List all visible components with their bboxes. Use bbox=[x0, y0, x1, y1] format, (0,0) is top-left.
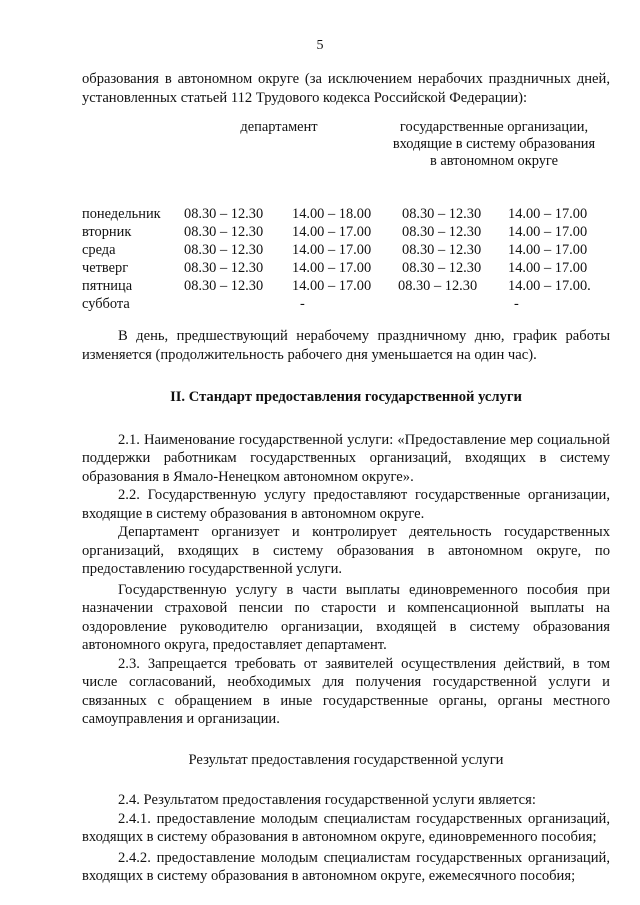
subheading-result: Результат предоставления государственной услуги bbox=[188, 751, 504, 768]
schedule-row bbox=[82, 259, 610, 277]
pre-holiday-paragraph: В день, предшествующий нерабочему праздничному дню, график работы изменяется (продолжительность рабочего дня уменьшается на один час). bbox=[82, 328, 610, 363]
paragraph-2-2: 2.2. Государственную услугу предоставляют государственные организации, входящие в систему образования в автономном округе. bbox=[82, 487, 610, 522]
day-label: пятница bbox=[82, 278, 133, 294]
document-body bbox=[82, 70, 610, 886]
schedule-row bbox=[82, 241, 610, 259]
paragraph-2-4: 2.4. Результатом предоставления государственной услуги является: bbox=[118, 792, 536, 808]
dept-morning: 08.30 – 12.30 bbox=[184, 242, 264, 258]
dept-afternoon: - bbox=[300, 296, 305, 312]
paragraph-service-part: Государственную услугу в части выплаты единовременного пособия при назначении страховой пенсии по старости и компенсационной выплаты на оздоровление руководителю организации, входящей в систему образования автономного округа, предоставляет департамент. bbox=[82, 581, 610, 653]
org-morning: 08.30 – 12.30 bbox=[402, 260, 482, 276]
dept-morning: 08.30 – 12.30 bbox=[184, 278, 264, 294]
paragraph-2-4-2: 2.4.2. предоставление молодым специалистам государственных организаций, входящих в систему образования в автономном округе, ежемесячного пособия; bbox=[82, 849, 610, 884]
header-orgs-line: в автономном округе bbox=[429, 153, 559, 169]
schedule-row bbox=[82, 223, 610, 241]
org-morning: 08.30 – 12.30 bbox=[402, 242, 482, 258]
org-afternoon: 14.00 – 17.00 bbox=[508, 206, 588, 222]
dept-afternoon: 14.00 – 18.00 bbox=[292, 206, 372, 222]
schedule-row bbox=[82, 205, 610, 223]
org-afternoon: 14.00 – 17.00 bbox=[508, 260, 588, 276]
dept-morning: 08.30 – 12.30 bbox=[184, 206, 264, 222]
page-number: 5 bbox=[316, 38, 324, 53]
intro-paragraph: образования в автономном округе (за исключением нерабочих праздничных дней, установленных статьей 112 Трудового кодекса Российской Федерации): bbox=[82, 71, 610, 106]
org-morning: 08.30 – 12.30 bbox=[398, 278, 478, 294]
header-organizations bbox=[374, 119, 614, 170]
dept-afternoon: 14.00 – 17.00 bbox=[292, 260, 372, 276]
day-label: четверг bbox=[82, 260, 129, 276]
dept-morning: 08.30 – 12.30 bbox=[184, 260, 264, 276]
org-morning: 08.30 – 12.30 bbox=[402, 224, 482, 240]
day-label: суббота bbox=[82, 296, 130, 312]
paragraph-2-3: 2.3. Запрещается требовать от заявителей осуществления действий, в том числе согласований, необходимых для получения государственной услуги и связанных с обращением в иные государственные органы, органы местного самоуправления и организации. bbox=[82, 655, 610, 727]
header-orgs-line: входящие в систему образования bbox=[392, 136, 596, 152]
day-label: понедельник bbox=[82, 206, 161, 222]
dept-morning: 08.30 – 12.30 bbox=[184, 224, 264, 240]
org-afternoon: 14.00 – 17.00 bbox=[508, 224, 588, 240]
paragraph-2-4-1: 2.4.1. предоставление молодым специалистам государственных организаций, входящих в систему образования в автономном округе, единовременного пособия; bbox=[82, 810, 610, 845]
schedule-table bbox=[82, 117, 610, 313]
org-afternoon: 14.00 – 17.00 bbox=[508, 242, 588, 258]
section-title: II. Стандарт предоставления государственной услуги bbox=[170, 389, 522, 405]
header-orgs-line: государственные организации, bbox=[399, 119, 589, 135]
org-afternoon: 14.00 – 17.00. bbox=[508, 278, 591, 294]
dept-afternoon: 14.00 – 17.00 bbox=[292, 224, 372, 240]
dept-afternoon: 14.00 – 17.00 bbox=[292, 242, 372, 258]
schedule-row bbox=[82, 277, 610, 295]
day-label: вторник bbox=[82, 224, 132, 240]
dept-afternoon: 14.00 – 17.00 bbox=[292, 278, 372, 294]
paragraph-2-1: 2.1. Наименование государственной услуги: «Предоставление мер социальной поддержки работникам государственных организаций, входящих в систему образования в Ямало-Ненецком автономном округе». bbox=[82, 431, 610, 485]
day-label: среда bbox=[82, 242, 116, 258]
schedule-row bbox=[82, 295, 610, 313]
paragraph-department: Департамент организует и контролирует деятельность государственных организаций, входящих в систему образования в автономном округе, по предоставлению государственной услуги. bbox=[82, 524, 610, 577]
org-afternoon: - bbox=[514, 296, 519, 312]
org-morning: 08.30 – 12.30 bbox=[402, 206, 482, 222]
header-department: департамент bbox=[240, 119, 318, 135]
